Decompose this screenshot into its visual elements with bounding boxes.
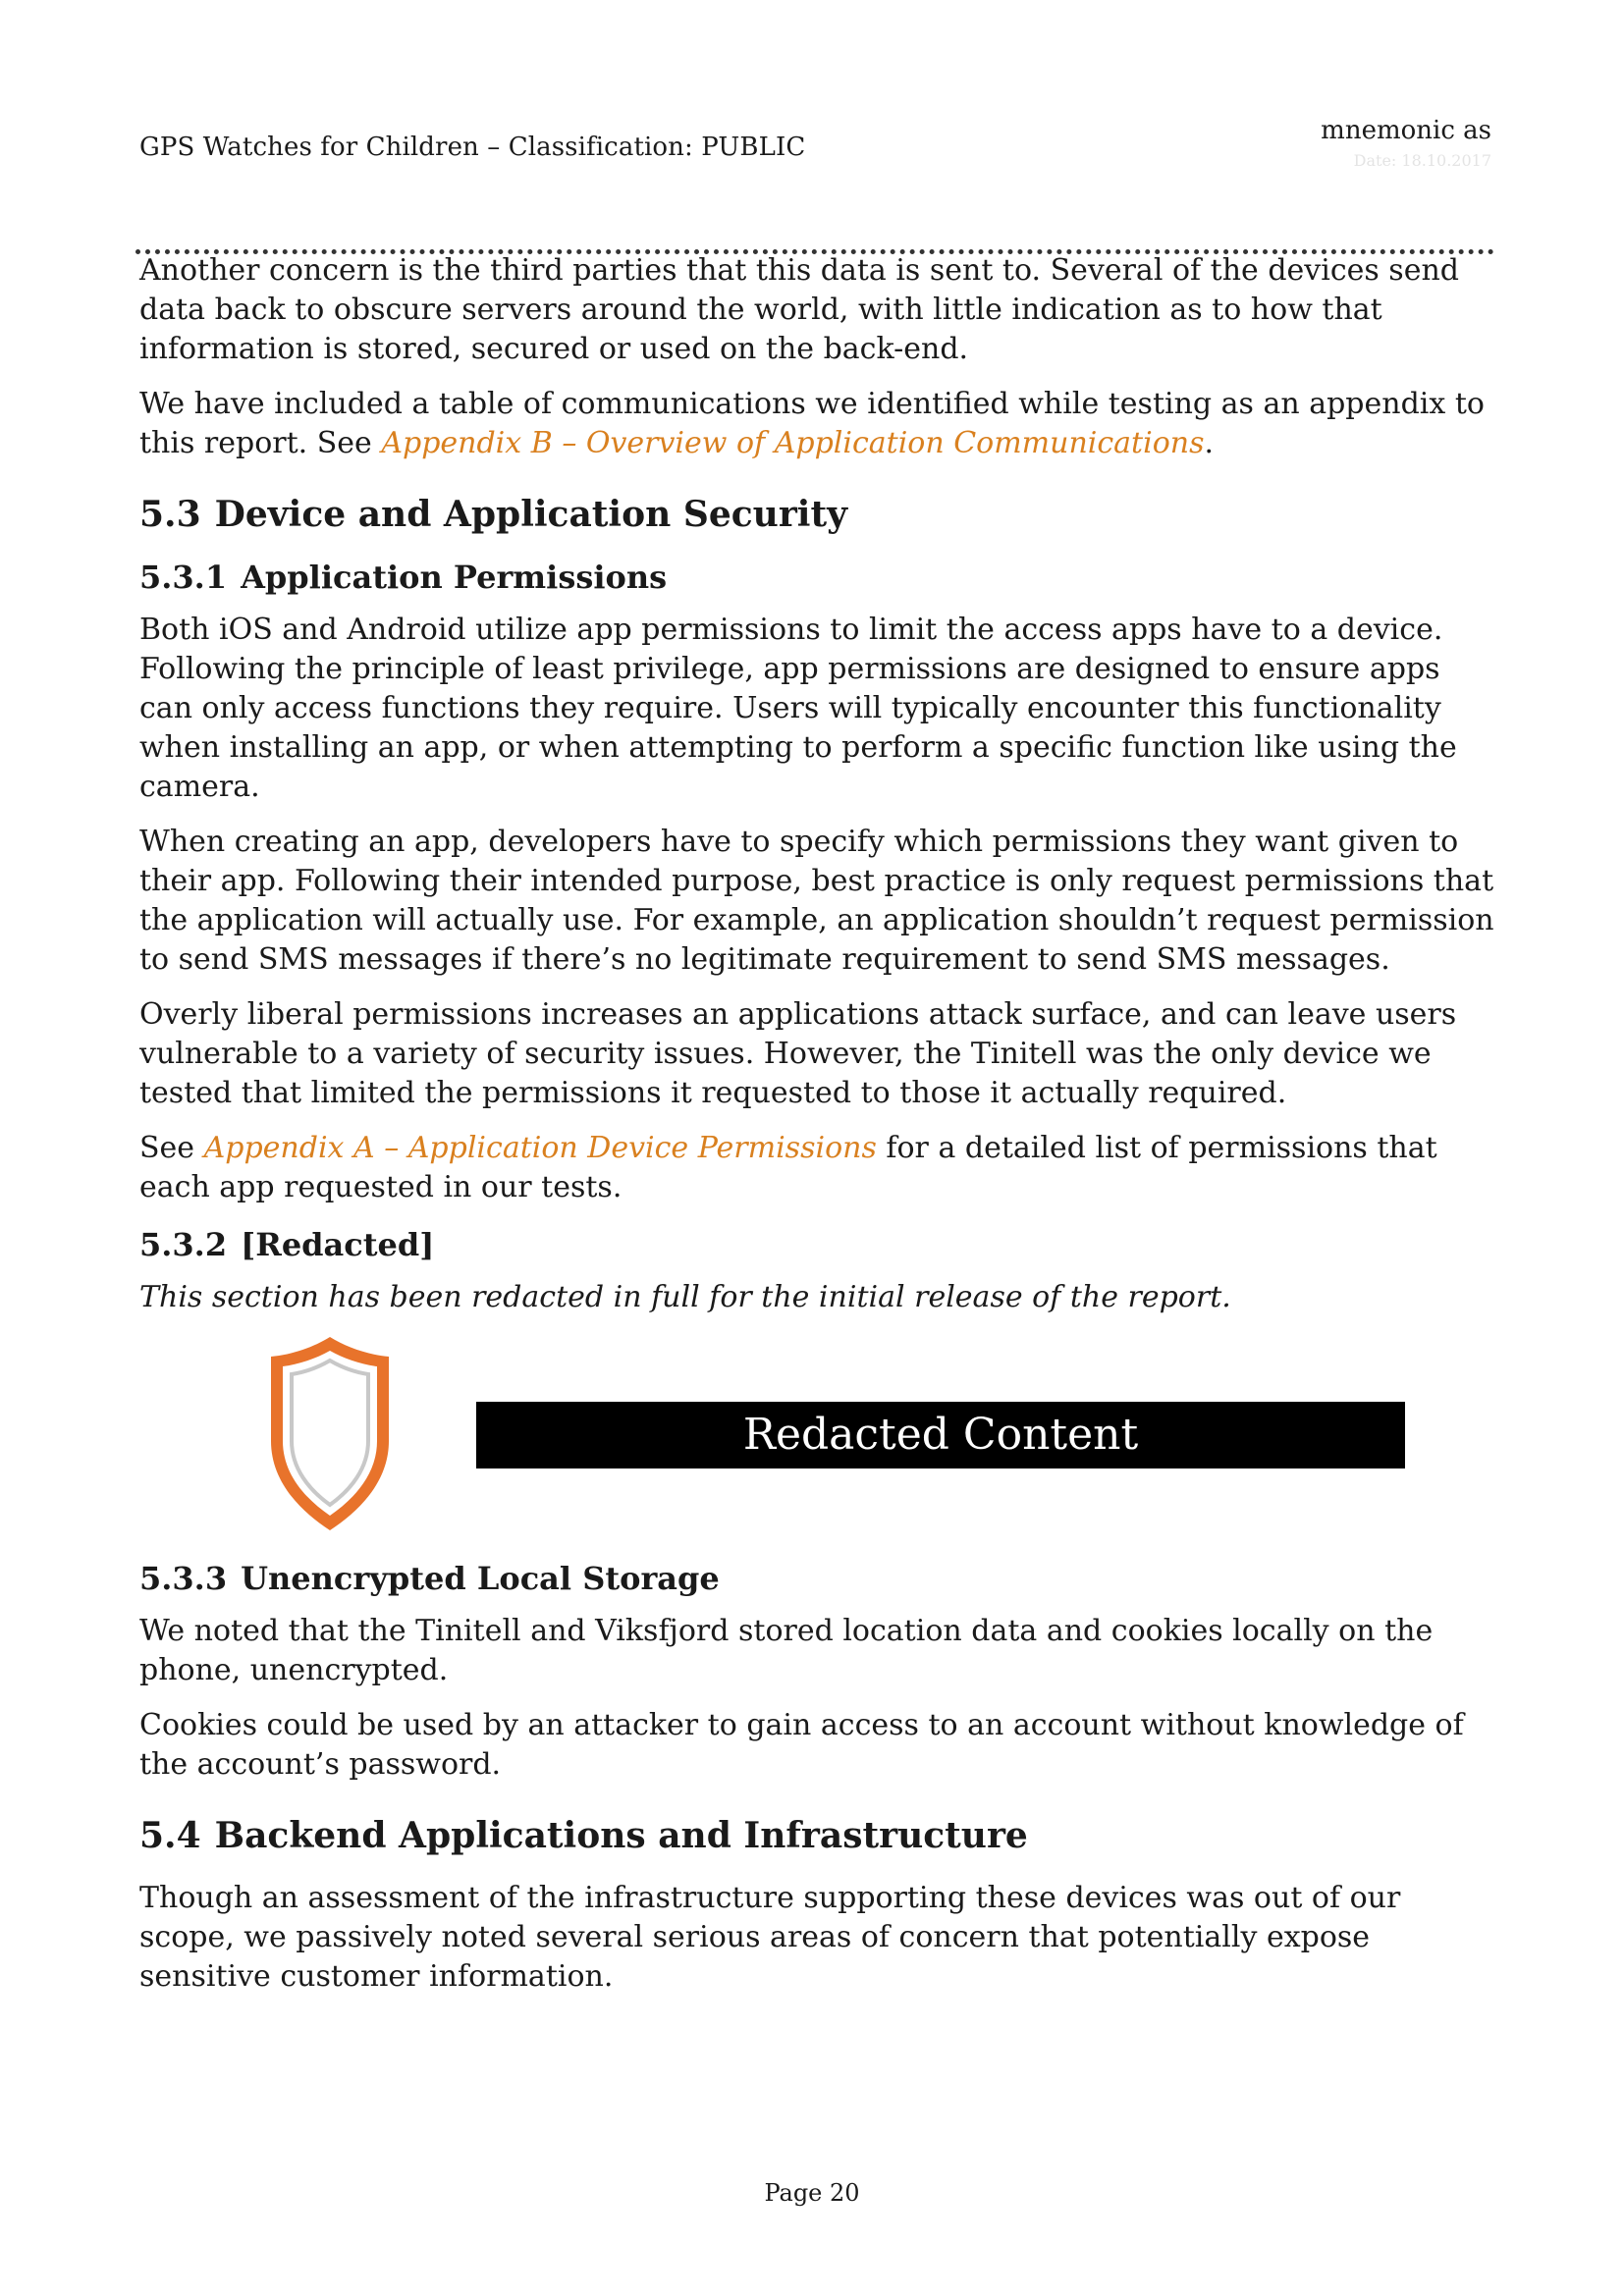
heading-5-3-1	[139, 558, 1500, 597]
heading-text: Application Permissions	[241, 559, 668, 596]
paragraph-third-parties: Another concern is the third parties that this data is sent to. Several of the devices send data back to obscure servers around the world, with little indication as to how that information is stored, secured or used on the back-end.	[139, 253, 1459, 366]
header-document-title: GPS Watches for Children – Classification: PUBLIC	[139, 133, 806, 162]
heading-number: 5.3.1	[139, 559, 228, 596]
appendix-b-link[interactable]: Appendix B – Overview of Application Communications	[381, 426, 1205, 460]
appendix-a-link[interactable]: Appendix A – Application Device Permissions	[203, 1131, 877, 1165]
paragraph-liberal-permissions: Overly liberal permissions increases an applications attack surface, and can leave users vulnerable to a variety of security issues. However, the Tinitell was the only device we tested that limited the permissions it requested to those it actually required.	[139, 997, 1457, 1110]
shield-icon	[265, 1333, 395, 1534]
paragraph-developer-permissions: When creating an app, developers have to specify which permissions they want given to their app. Following their intended purpose, best practice is only request permissions that the application will actually use. For example, an application shouldn’t request permission to send SMS messages if there’s no legitimate requirement to send SMS messages.	[139, 825, 1494, 977]
redacted-content-block	[139, 1333, 1500, 1541]
heading-number: 5.3.3	[139, 1560, 228, 1597]
paragraph-text: for a detailed list of permissions that each app requested in our tests.	[139, 1131, 1437, 1204]
heading-text: Device and Application Security	[214, 494, 848, 535]
heading-5-4	[139, 1814, 1500, 1857]
heading-number: 5.4	[139, 1815, 201, 1856]
paragraph-communications-table	[139, 385, 1500, 463]
paragraph-text: .	[1204, 426, 1215, 460]
heading-text: Unencrypted Local Storage	[241, 1560, 720, 1597]
redaction-note: This section has been redacted in full for the initial release of the report.	[139, 1280, 1231, 1314]
redacted-content-bar: Redacted Content	[476, 1402, 1405, 1468]
page-number: Page 20	[764, 2179, 860, 2207]
page-content	[139, 251, 1500, 2012]
paragraph-backend-infrastructure: Though an assessment of the infrastructure supporting these devices was out of our scope, we passively noted several serious areas of concern that potentially expose sensitive customer information.	[139, 1881, 1401, 1994]
paragraph-app-permissions: Both iOS and Android utilize app permissions to limit the access apps have to a device. Following the principle of least privilege, app permissions are designed to ensure apps can only access functions they require. Users will typically encounter this functionality when installing an app, or when attempting to perform a specific function like using the camera.	[139, 613, 1457, 804]
paragraph-appendix-a-reference	[139, 1129, 1500, 1207]
header-date: Date: 18.10.2017	[1353, 151, 1491, 170]
heading-5-3-3	[139, 1559, 1500, 1598]
paragraph-text: We have included a table of communications we identified while testing as an appendix to this report. See	[139, 387, 1485, 460]
header-company: mnemonic as	[1321, 116, 1491, 145]
paragraph-cookies: Cookies could be used by an attacker to gain access to an account without knowledge of the account’s password.	[139, 1708, 1464, 1782]
paragraph-local-storage: We noted that the Tinitell and Viksfjord stored location data and cookies locally on the phone, unencrypted.	[139, 1614, 1434, 1687]
heading-text: Backend Applications and Infrastructure	[214, 1815, 1028, 1856]
heading-text: [Redacted]	[241, 1226, 435, 1263]
header-company-block	[1321, 116, 1491, 170]
paragraph-text: See	[139, 1131, 204, 1165]
heading-number: 5.3.2	[139, 1226, 228, 1263]
heading-number: 5.3	[139, 494, 201, 535]
heading-5-3-2	[139, 1225, 1500, 1264]
heading-5-3	[139, 493, 1500, 536]
